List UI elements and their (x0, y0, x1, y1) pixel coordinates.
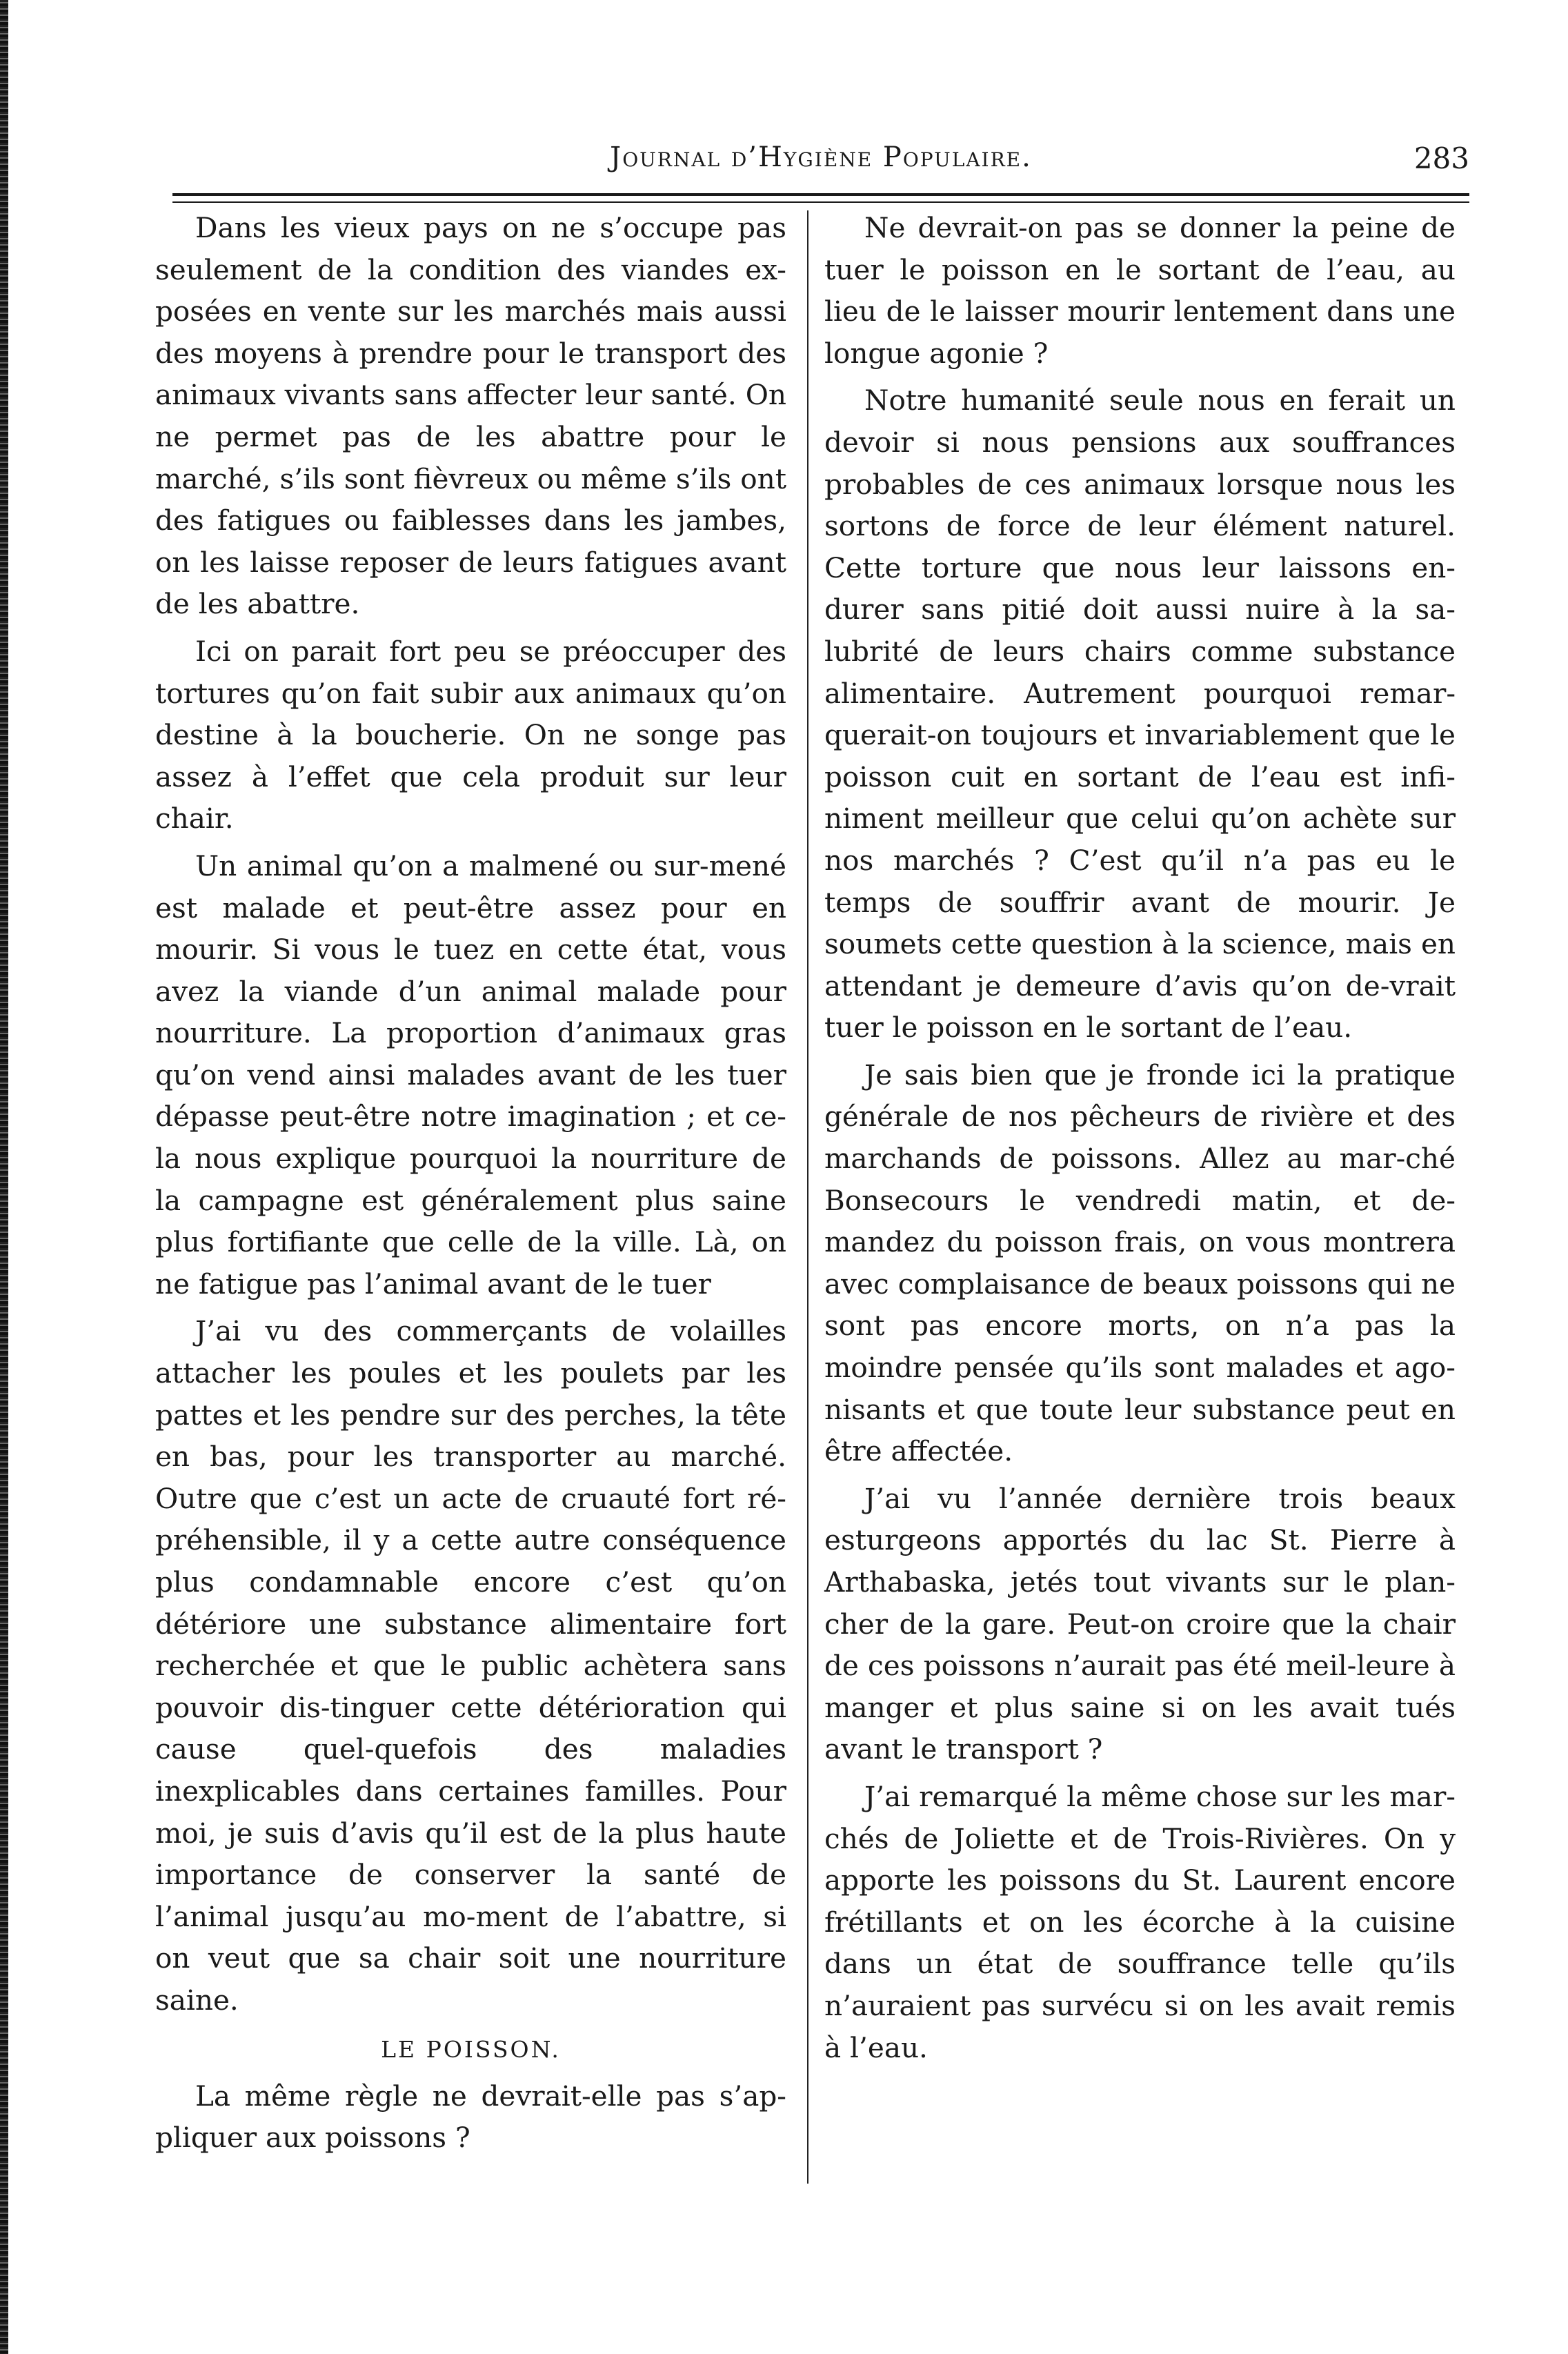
page-binding-edge (0, 0, 8, 2354)
column-divider (807, 210, 808, 2184)
paragraph: Je sais bien que je fronde ici la pratique générale de nos pêcheurs de rivière et des marchands de poissons. Allez au mar-ché Bonsecours le vendredi matin, et de-mandez du poisson frais, on vous montrera avec complaisance de beaux poissons qui ne sont pas encore morts, on n’a pas la moindre pensée qu’ils sont malades et ago-nisants et que toute leur substance peut en être affectée. (824, 1058, 1456, 1468)
left-column (155, 207, 786, 2164)
paragraph: J’ai remarqué la même chose sur les mar-chés de Joliette et de Trois-Rivières. On y apporte les poissons du St. Laurent encore frétillants et on les écorche à la cuisine dans un état de souffrance telle qu’ils n’auraient pas survécu si on les avait remis à l’eau. (824, 1779, 1456, 2064)
header-rule-thin (172, 201, 1469, 203)
section-heading: LE POISSON. (381, 2035, 561, 2063)
page-number: 283 (1413, 141, 1469, 175)
right-column (824, 207, 1456, 2074)
header-rule-thick (172, 193, 1469, 196)
paragraph: Un animal qu’on a malmené ou sur-mené est malade et peut-être assez pour en mourir. Si vous le tuez en cette état, vous avez la viande d’un animal malade pour nourriture. La proportion d’animaux gras qu’on vend ainsi malades avant de les tuer dépasse peut-être notre imagination ; et ce-la nous explique pourquoi la nourriture de la campagne est généralement plus saine plus fortifiante que celle de la ville. Là, on ne fatigue pas l’animal avant de le tuer (155, 849, 786, 1300)
paragraph: La même règle ne devrait-elle pas s’ap-pliquer aux poissons ? (155, 2079, 786, 2155)
running-title: Journal d’Hygiène Populaire. (610, 141, 1032, 173)
paragraph: Ici on parait fort peu se préoccuper des tortures qu’on fait subir aux animaux qu’on destine à la boucherie. On ne songe pas assez à l’effet que cela produit sur leur chair. (155, 634, 786, 835)
paragraph: Dans les vieux pays on ne s’occupe pas seulement de la condition des viandes ex-posées en vente sur les marchés mais aussi des moyens à prendre pour le transport des animaux vivants sans affecter leur santé. On ne permet pas de les abattre pour le marché, s’ils sont fièvreux ou même s’ils ont des fatigues ou faiblesses dans les jambes, on les laisse reposer de leurs fatigues avant de les abattre. (155, 211, 786, 621)
running-head (172, 141, 1469, 190)
paragraph: J’ai vu des commerçants de volailles attacher les poules et les poulets par les pattes et les pendre sur des perches, la tête en bas, pour les transporter au marché. Outre que c’est un acte de cruauté fort ré-préhensible, il y a cette autre conséquence plus condamnable encore c’est qu’on détériore une substance alimentaire fort recherchée et que le public achètera sans pouvoir dis-tinguer cette détérioration qui cause quel-quefois des maladies inexplicables dans certaines familles. Pour moi, je suis d’avis qu’il est de la plus haute importance de conserver la santé de l’animal jusqu’au mo-ment de l’abattre, si on veut que sa chair soit une nourriture saine. (155, 1314, 786, 2017)
paragraph: Notre humanité seule nous en ferait un devoir si nous pensions aux souffrances probables de ces animaux lorsque nous les sortons de force de leur élément naturel. Cette torture que nous leur laissons en-durer sans pitié doit aussi nuire à la sa-lubrité de leurs chairs comme substance alimentaire. Autrement pourquoi remar-querait-on toujours et invariablement que le poisson cuit en sortant de l’eau est infi-niment meilleur que celui qu’on achète sur nos marchés ? C’est qu’il n’a pas eu le temps de souffrir avant de mourir. Je soumets cette question à la science, mais en attendant je demeure d’avis qu’on de-vrait tuer le poisson en le sortant de l’eau. (824, 384, 1456, 1045)
paragraph: J’ai vu l’année dernière trois beaux esturgeons apportés du lac St. Pierre à Arthabaska, jetés tout vivants sur le plan-cher de la gare. Peut-on croire que la chair de ces poissons n’aurait pas été meil-leure à manger et plus saine si on les avait tués avant le transport ? (824, 1481, 1456, 1766)
paragraph: Ne devrait-on pas se donner la peine de tuer le poisson en le sortant de l’eau, au lieu de le laisser mourir lentement dans une longue agonie ? (824, 211, 1456, 370)
